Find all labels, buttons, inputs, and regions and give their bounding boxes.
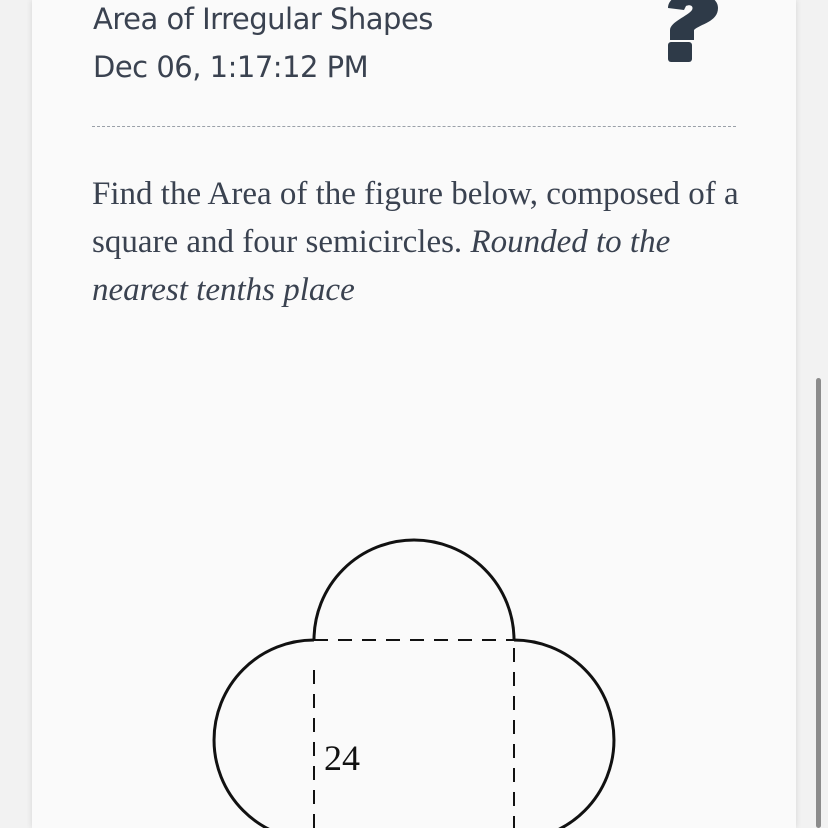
rounding-instruction: Rounded to the nearest tenths place xyxy=(92,224,671,308)
section-divider xyxy=(92,126,736,127)
question-text xyxy=(92,170,742,314)
composite-figure xyxy=(190,520,640,828)
timestamp: Dec 06, 1:17:12 PM xyxy=(93,50,369,84)
side-length-label: 24 xyxy=(324,738,360,778)
question-prompt: Find the Area of the figure below, composed of a square and four semicircles. xyxy=(92,176,739,260)
question-mark-icon[interactable] xyxy=(656,0,726,66)
top-semicircle xyxy=(314,540,514,640)
assignment-title: Area of Irregular Shapes xyxy=(93,2,433,36)
scrollbar[interactable] xyxy=(816,378,821,828)
left-semicircle xyxy=(214,640,314,828)
right-semicircle xyxy=(514,640,614,828)
